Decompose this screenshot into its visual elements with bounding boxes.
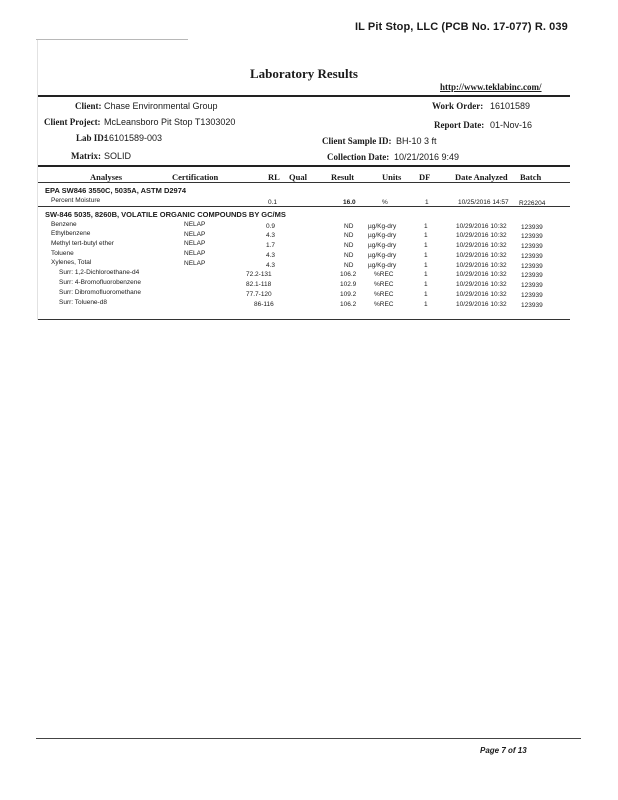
date-analyzed: 10/29/2016 10:32 <box>456 291 507 298</box>
dilution-factor: 1 <box>424 252 428 259</box>
title-rule <box>38 95 570 97</box>
analyte-name: Xylenes, Total <box>51 259 92 266</box>
col-qual: Qual <box>289 172 307 182</box>
units-value: % <box>382 199 388 206</box>
result-value: ND <box>344 242 354 249</box>
header-divider <box>36 39 188 40</box>
batch-id: R226204 <box>519 200 546 207</box>
dilution-factor: 1 <box>424 291 428 298</box>
matrix-label: Matrix: <box>71 151 101 161</box>
result-value: 16.0 <box>343 199 356 206</box>
analyte-name: Ethylbenzene <box>51 230 91 237</box>
date-analyzed: 10/29/2016 10:32 <box>456 242 507 249</box>
col-analyses: Analyses <box>90 172 123 182</box>
certification-value: NELAP <box>184 231 206 238</box>
col-df: DF <box>419 172 431 182</box>
units-value: µg/Kg-dry <box>368 252 397 259</box>
header-rule <box>38 182 570 183</box>
dilution-factor: 1 <box>424 262 428 269</box>
section-rule <box>38 206 570 207</box>
section-title: EPA SW846 3550C, 5035A, ASTM D2974 <box>45 186 187 195</box>
work-order-label: Work Order: <box>432 101 484 111</box>
collection-date-value: 10/21/2016 9:49 <box>394 152 460 162</box>
footer-rule <box>36 738 581 739</box>
units-value: %REC <box>374 281 394 288</box>
page-title: Laboratory Results <box>250 66 358 81</box>
units-value: %REC <box>374 291 394 298</box>
certification-value: NELAP <box>184 221 206 228</box>
dilution-factor: 1 <box>424 242 428 249</box>
client-sample-id-label: Client Sample ID: <box>322 136 392 146</box>
report-date-label: Report Date: <box>434 120 485 130</box>
col-rl: RL <box>268 172 280 182</box>
date-analyzed: 10/29/2016 10:32 <box>456 271 507 278</box>
certification-value: NELAP <box>184 250 206 257</box>
analyte-name: Surr: 1,2-Dichloroethane-d4 <box>59 269 140 276</box>
work-order-value: 16101589 <box>490 101 531 111</box>
result-value: ND <box>344 252 354 259</box>
analyte-name: Methyl tert-butyl ether <box>51 240 114 247</box>
date-analyzed: 10/29/2016 10:32 <box>456 262 507 269</box>
dilution-factor: 1 <box>424 223 428 230</box>
client-label: Client: <box>75 101 102 111</box>
document-stamp: IL Pit Stop, LLC (PCB No. 17-077) R. 039 <box>355 21 568 33</box>
units-value: µg/Kg-dry <box>368 232 397 239</box>
reporting-limit: 77.7-120 <box>246 291 272 298</box>
batch-id: 123939 <box>521 272 543 279</box>
col-batch: Batch <box>520 172 542 182</box>
date-analyzed: 10/29/2016 10:32 <box>456 223 507 230</box>
units-value: µg/Kg-dry <box>368 223 397 230</box>
batch-id: 123939 <box>521 243 543 250</box>
analyte-name: Percent Moisture <box>51 197 101 204</box>
section-title: SW-846 5035, 8260B, VOLATILE ORGANIC COMPOUNDS BY GC/MS <box>45 210 286 219</box>
reporting-limit: 4.3 <box>266 252 276 259</box>
table-top-rule <box>38 165 570 167</box>
result-value: 109.2 <box>340 291 357 298</box>
result-value: ND <box>344 223 354 230</box>
matrix-value: SOLID <box>104 151 132 161</box>
result-value: 102.9 <box>340 281 357 288</box>
dilution-factor: 1 <box>425 199 429 206</box>
reporting-limit: 1.7 <box>266 242 276 249</box>
batch-id: 123939 <box>521 233 543 240</box>
col-result: Result <box>331 172 355 182</box>
batch-id: 123939 <box>521 224 543 231</box>
reporting-limit: 0.1 <box>268 199 278 206</box>
col-date-analyzed: Date Analyzed <box>455 172 508 182</box>
reporting-limit: 0.9 <box>266 223 276 230</box>
batch-id: 123939 <box>521 263 543 270</box>
reporting-limit: 72.2-131 <box>246 271 272 278</box>
dilution-factor: 1 <box>424 301 428 308</box>
page-frame-edge <box>37 40 38 320</box>
batch-id: 123939 <box>521 282 543 289</box>
lab-id-label: Lab ID: <box>76 133 107 143</box>
client-project-value: McLeansboro Pit Stop T1303020 <box>104 117 236 127</box>
certification-value: NELAP <box>184 240 206 247</box>
batch-id: 123939 <box>521 253 543 260</box>
result-value: ND <box>344 262 354 269</box>
units-value: %REC <box>374 271 394 278</box>
result-value: ND <box>344 232 354 239</box>
client-project-label: Client Project: <box>44 117 101 127</box>
dilution-factor: 1 <box>424 271 428 278</box>
collection-date-label: Collection Date: <box>327 152 390 162</box>
batch-id: 123939 <box>521 302 543 309</box>
analyte-name: Surr: Dibromofluoromethane <box>59 289 142 296</box>
batch-id: 123939 <box>521 292 543 299</box>
report-date-value: 01-Nov-16 <box>490 120 533 130</box>
page-number: Page 7 of 13 <box>480 746 527 755</box>
client-value: Chase Environmental Group <box>104 101 218 111</box>
analyte-name: Surr: Toluene-d8 <box>59 299 107 306</box>
result-value: 106.2 <box>340 271 357 278</box>
date-analyzed: 10/29/2016 10:32 <box>456 252 507 259</box>
date-analyzed: 10/29/2016 10:32 <box>456 281 507 288</box>
table-bottom-rule <box>38 319 570 320</box>
analyte-name: Benzene <box>51 221 77 228</box>
certification-value: NELAP <box>184 260 206 267</box>
analyte-name: Toluene <box>51 250 74 257</box>
col-certification: Certification <box>172 172 219 182</box>
units-value: %REC <box>374 301 394 308</box>
analyte-name: Surr: 4-Bromofluorobenzene <box>59 279 142 286</box>
date-analyzed: 10/29/2016 10:32 <box>456 301 507 308</box>
result-value: 106.2 <box>340 301 357 308</box>
client-sample-id-value: BH-10 3 ft <box>396 136 437 146</box>
col-units: Units <box>382 172 402 182</box>
lab-website-link[interactable]: http://www.teklabinc.com/ <box>440 82 542 92</box>
reporting-limit: 82.1-118 <box>246 281 272 288</box>
date-analyzed: 10/29/2016 10:32 <box>456 232 507 239</box>
dilution-factor: 1 <box>424 232 428 239</box>
dilution-factor: 1 <box>424 281 428 288</box>
reporting-limit: 4.3 <box>266 262 276 269</box>
date-analyzed: 10/25/2016 14:57 <box>458 199 509 206</box>
reporting-limit: 4.3 <box>266 232 276 239</box>
reporting-limit: 86-116 <box>254 301 274 308</box>
units-value: µg/Kg-dry <box>368 262 397 269</box>
lab-id-value: 16101589-003 <box>104 133 163 143</box>
units-value: µg/Kg-dry <box>368 242 397 249</box>
